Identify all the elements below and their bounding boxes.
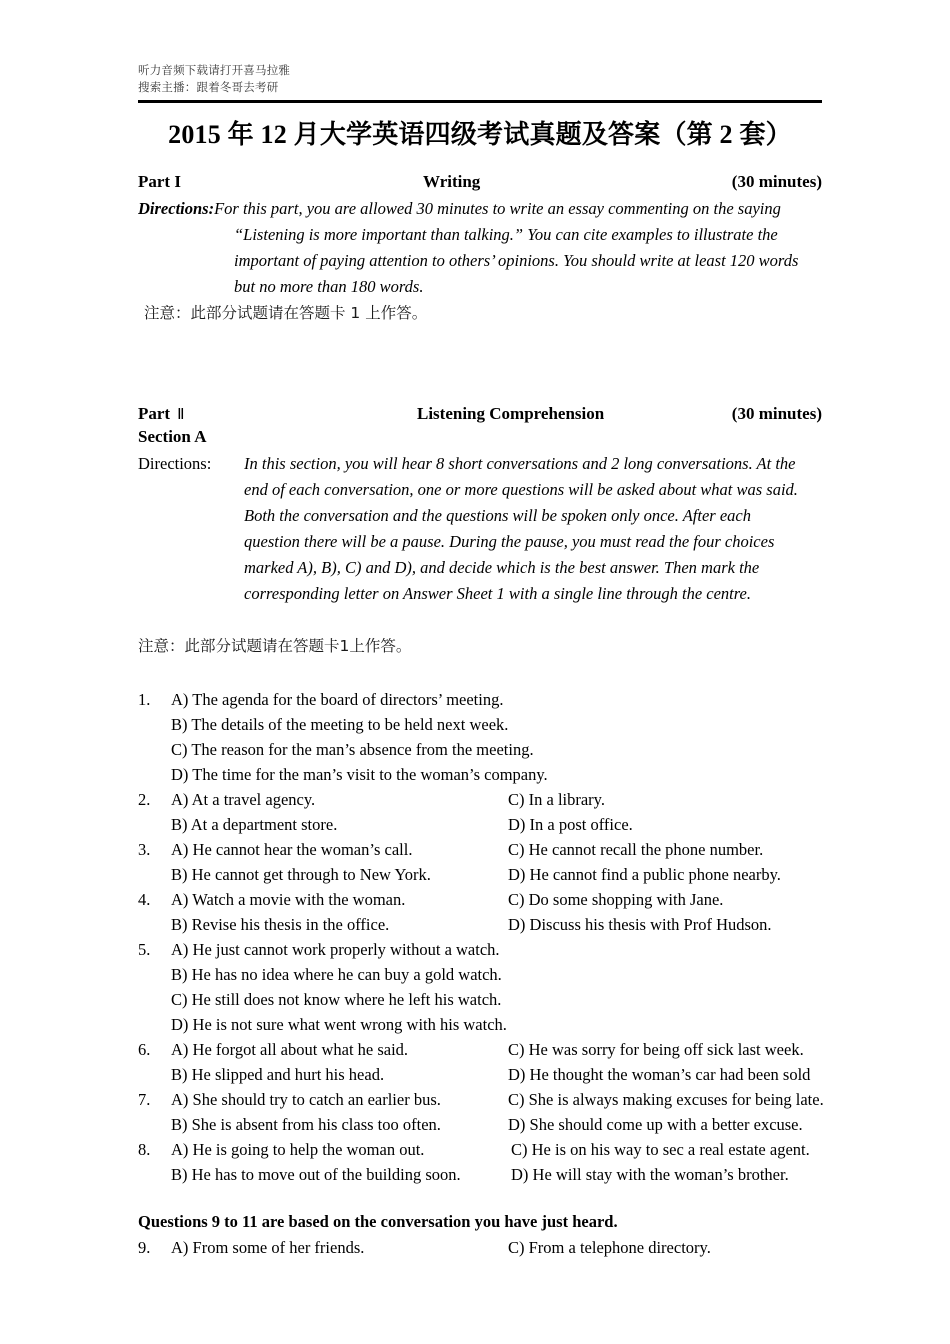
part-two-directions xyxy=(138,451,822,607)
part-two-directions-line-2: end of each conversation, one or more questions will be asked about what was said. xyxy=(244,479,798,499)
question-option[interactable]: C) He cannot recall the phone number. xyxy=(508,839,764,859)
question-option-row xyxy=(138,837,822,862)
questions-9-11-banner: Questions 9 to 11 are based on the conversation you have just heard. xyxy=(138,1211,618,1231)
question-option[interactable]: C) In a library. xyxy=(508,789,605,809)
question-option[interactable]: A) At a travel agency. xyxy=(171,789,316,809)
question-option-row xyxy=(138,1235,822,1260)
question-number: 2. xyxy=(138,789,151,809)
question-option[interactable]: D) He thought the woman’s car had been sold xyxy=(508,1064,811,1084)
part-one-note: 注意：此部分试题请在答题卡 1 上作答。 xyxy=(144,303,428,322)
part-two-note: 注意：此部分试题请在答题卡1上作答。 xyxy=(138,636,412,655)
question-number: 5. xyxy=(138,939,151,959)
question-option-row xyxy=(138,1037,822,1062)
part-two-title: Listening Comprehension xyxy=(417,403,605,423)
question-option-row xyxy=(138,1012,822,1037)
part-two-header xyxy=(138,404,822,424)
question-number: 4. xyxy=(138,889,151,909)
question-list xyxy=(138,687,822,1187)
question-option[interactable]: B) She is absent from his class too often. xyxy=(171,1114,441,1134)
question-number: 6. xyxy=(138,1039,151,1059)
part-two-directions-line-6 xyxy=(138,581,822,607)
question-option[interactable]: A) He cannot hear the woman’s call. xyxy=(171,839,413,859)
part-one-directions-line-2 xyxy=(138,222,822,248)
essay-topic-quote: “Listening is more important than talking.” xyxy=(234,224,524,244)
question-option[interactable]: C) He is on his way to sec a real estate agent. xyxy=(511,1139,810,1159)
question-option[interactable]: B) He has no idea where he can buy a gold watch. xyxy=(171,964,502,984)
section-spacer-3 xyxy=(138,659,822,685)
part-one-directions-lead: Directions: xyxy=(138,198,215,218)
question-option-row xyxy=(138,737,822,762)
question-option[interactable]: B) He cannot get through to New York. xyxy=(171,864,431,884)
question-option-row xyxy=(138,862,822,887)
question-option-row xyxy=(138,787,822,812)
question-option[interactable]: B) Revise his thesis in the office. xyxy=(171,914,390,934)
part-one-directions-line-3: important of paying attention to others’ opinions. You should write at least 120 words xyxy=(234,250,799,270)
question-option[interactable]: A) He just cannot work properly without a watch. xyxy=(171,939,500,959)
question-number: 9. xyxy=(138,1237,151,1257)
question-option[interactable]: D) He will stay with the woman’s brother. xyxy=(511,1164,789,1184)
question-option[interactable]: A) He forgot all about what he said. xyxy=(171,1039,409,1059)
part-two-label: Part Ⅱ xyxy=(138,403,185,423)
question-item xyxy=(138,1087,822,1137)
question-item xyxy=(138,1137,822,1187)
part-one-directions-line-1: For this part, you are allowed 30 minutes to write an essay commenting on the saying xyxy=(214,198,781,218)
question-option[interactable]: D) Discuss his thesis with Prof Hudson. xyxy=(508,914,772,934)
question-option[interactable]: A) Watch a movie with the woman. xyxy=(171,889,406,909)
question-item xyxy=(138,687,822,787)
question-option[interactable]: D) In a post office. xyxy=(508,814,633,834)
question-option-row xyxy=(138,1087,822,1112)
question-option-row xyxy=(138,937,822,962)
question-item xyxy=(138,837,822,887)
question-option[interactable]: A) She should try to catch an earlier bus. xyxy=(171,1089,441,1109)
part-one-directions xyxy=(138,196,822,326)
question-option[interactable]: B) He has to move out of the building soon. xyxy=(171,1164,461,1184)
part-one-directions-line-4: but no more than 180 words. xyxy=(234,276,424,296)
question-item xyxy=(138,887,822,937)
question-option[interactable]: C) He was sorry for being off sick last week. xyxy=(508,1039,804,1059)
question-number: 8. xyxy=(138,1139,151,1159)
section-a-label: Section A xyxy=(138,426,207,446)
question-option[interactable]: D) He is not sure what went wrong with his watch. xyxy=(171,1014,507,1034)
question-option-row xyxy=(138,1137,822,1162)
question-9-block xyxy=(138,1235,822,1260)
question-option-row xyxy=(138,1162,822,1187)
question-option[interactable]: A) He is going to help the woman out. xyxy=(171,1139,425,1159)
question-option[interactable]: C) From a telephone directory. xyxy=(508,1237,711,1257)
question-option[interactable]: A) The agenda for the board of directors’ meeting. xyxy=(171,689,504,709)
part-one-title: Writing xyxy=(423,171,481,191)
question-option-row xyxy=(138,962,822,987)
answer-sheet-reference: Answer Sheet 1 xyxy=(403,583,505,603)
question-option[interactable]: B) At a department store. xyxy=(171,814,338,834)
question-option-row xyxy=(138,912,822,937)
header-divider-rule xyxy=(138,100,822,103)
part-two-time: (30 minutes) xyxy=(731,403,822,423)
part-one-directions-line-2-rest: You can cite examples to illustrate the xyxy=(527,224,778,244)
question-option[interactable]: C) He still does not know where he left his watch. xyxy=(171,989,502,1009)
question-item xyxy=(138,937,822,1037)
part-two-directions-line-5: marked A), B), C) and D), and decide which is the best answer. Then mark the xyxy=(244,557,760,577)
question-option[interactable]: D) He cannot find a public phone nearby. xyxy=(508,864,781,884)
part-two-directions-line-6-pre: corresponding letter on xyxy=(244,583,400,603)
watermark-line-1: 听力音频下载请打开喜马拉雅 xyxy=(138,63,291,77)
part-one-header xyxy=(138,172,822,192)
question-number: 1. xyxy=(138,689,151,709)
question-number: 3. xyxy=(138,839,151,859)
part-two-roman-numeral: Ⅱ xyxy=(177,404,185,423)
part-two-directions-line-4: question there will be a pause. During the pause, you must read the four choices xyxy=(244,531,775,551)
question-option[interactable]: B) He slipped and hurt his head. xyxy=(171,1064,385,1084)
part-two-directions-lead: Directions: xyxy=(138,453,212,473)
question-option-row xyxy=(138,1062,822,1087)
part-one-label: Part I xyxy=(138,171,181,191)
section-spacer-1 xyxy=(138,326,822,382)
question-option-row xyxy=(138,762,822,787)
question-option[interactable]: D) She should come up with a better excuse. xyxy=(508,1114,803,1134)
part-one-time: (30 minutes) xyxy=(731,171,822,191)
part-two-directions-line-3: Both the conversation and the questions will be spoken only once. After each xyxy=(244,505,751,525)
question-option[interactable]: C) She is always making excuses for being late. xyxy=(508,1089,824,1109)
page-content xyxy=(138,0,822,1260)
question-option[interactable]: B) The details of the meeting to be held next week. xyxy=(171,714,509,734)
watermark-line-2: 搜索主播：跟着冬哥去考研 xyxy=(138,80,279,94)
question-option-row xyxy=(138,712,822,737)
question-number: 7. xyxy=(138,1089,151,1109)
part-two-directions-line-1: In this section, you will hear 8 short conversations and 2 long conversations. At the xyxy=(244,453,796,473)
question-option-row xyxy=(138,1112,822,1137)
question-option[interactable]: A) From some of her friends. xyxy=(171,1237,365,1257)
question-option[interactable]: C) The reason for the man’s absence from the meeting. xyxy=(171,739,534,759)
question-option[interactable]: C) Do some shopping with Jane. xyxy=(508,889,724,909)
question-item xyxy=(138,787,822,837)
question-item xyxy=(138,1037,822,1087)
question-option-row xyxy=(138,987,822,1012)
question-option[interactable]: D) The time for the man’s visit to the woman’s company. xyxy=(171,764,548,784)
watermark-header xyxy=(138,0,822,96)
section-spacer-2 xyxy=(138,607,822,633)
page-title: 2015 年 12 月大学英语四级考试真题及答案（第 2 套） xyxy=(168,120,792,149)
question-option-row xyxy=(138,887,822,912)
question-option-row xyxy=(138,687,822,712)
question-option-row xyxy=(138,812,822,837)
part-two-directions-line-6-post: with a single line through the centre. xyxy=(508,583,752,603)
